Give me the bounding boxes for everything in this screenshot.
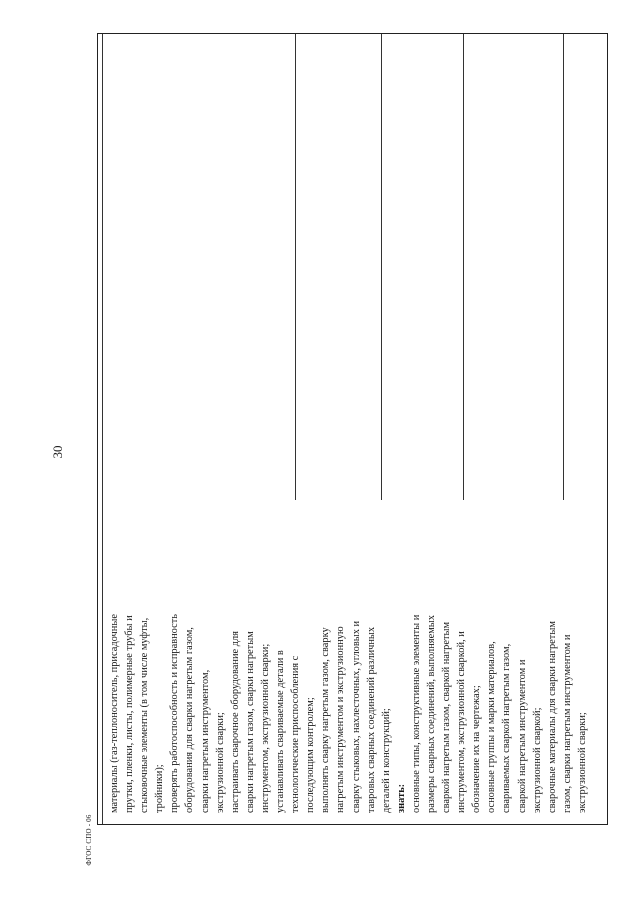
table-column-divider: [563, 34, 564, 500]
page-number: 30: [50, 445, 65, 459]
text-line: сварку стыковых, нахлесточных, угловых и: [350, 620, 362, 813]
text-line: деталей и конструкций;: [380, 708, 392, 813]
text-line: размеры сварных соединений, выполняемых: [425, 615, 437, 813]
text-line: основные группы и марки материалов,: [486, 641, 498, 813]
text-line: последующим контролем;: [305, 697, 317, 813]
text-line: устанавливать свариваемые детали в: [275, 650, 287, 813]
text-line: тройники);: [154, 764, 166, 813]
text-line: нагретым инструментом и экструзионную: [335, 626, 347, 813]
text-line: выполнять сварку нагретым газом, сварку: [320, 627, 332, 813]
text-line: обозначение их на чертежах;: [471, 685, 483, 813]
text-line: стыковочные элементы (в том числе муфты,: [139, 617, 151, 813]
text-line: сваркой нагретым инструментом и: [516, 659, 528, 813]
text-line: основные типы, конструктивные элементы и: [410, 614, 422, 813]
text-line: сварки нагретым газом, сварки нагретым: [244, 631, 256, 813]
text-line: технологические приспособления с: [290, 655, 302, 813]
text-line: сваркой нагретым газом, сваркой нагретым: [441, 621, 453, 813]
text-line: настраивать сварочное оборудование для: [229, 631, 241, 813]
text-line: инструментом, экструзионной сварки;: [259, 643, 271, 813]
text-line: сварочные материалы для сварки нагретым: [546, 621, 558, 813]
text-line: сварки нагретым инструментом,: [199, 669, 211, 813]
text-line: тавровых сварных соединений различных: [365, 626, 377, 813]
text-line: инструментом, экструзионной сваркой, и: [456, 631, 468, 813]
table-column-divider: [463, 34, 464, 500]
table-column-divider: [381, 34, 382, 500]
table-column-divider: [295, 34, 296, 500]
text-line: экструзионной сварки;: [576, 712, 588, 813]
text-line: экструзионной сварки;: [214, 712, 226, 813]
section-subheading: знать:: [395, 783, 407, 813]
footer-standard-code: ФГОС СПО - 06: [85, 814, 93, 866]
text-line: материалы (газ-теплоноситель, присадочные: [109, 614, 120, 813]
table-column-divider: [102, 34, 103, 824]
text-line: оборудования для сварки нагретым газом,: [184, 627, 196, 813]
text-line: свариваемых сваркой нагретым газом,: [501, 643, 513, 813]
competency-text-cell: [107, 513, 588, 813]
text-line: прутки, пленки, листы, полимерные трубы и: [124, 615, 136, 813]
text-line: проверять работоспособность и исправность: [169, 613, 181, 813]
text-line: экструзионной сваркой;: [531, 707, 543, 813]
text-line: газом, сварки нагретым инструментом и: [561, 634, 573, 813]
